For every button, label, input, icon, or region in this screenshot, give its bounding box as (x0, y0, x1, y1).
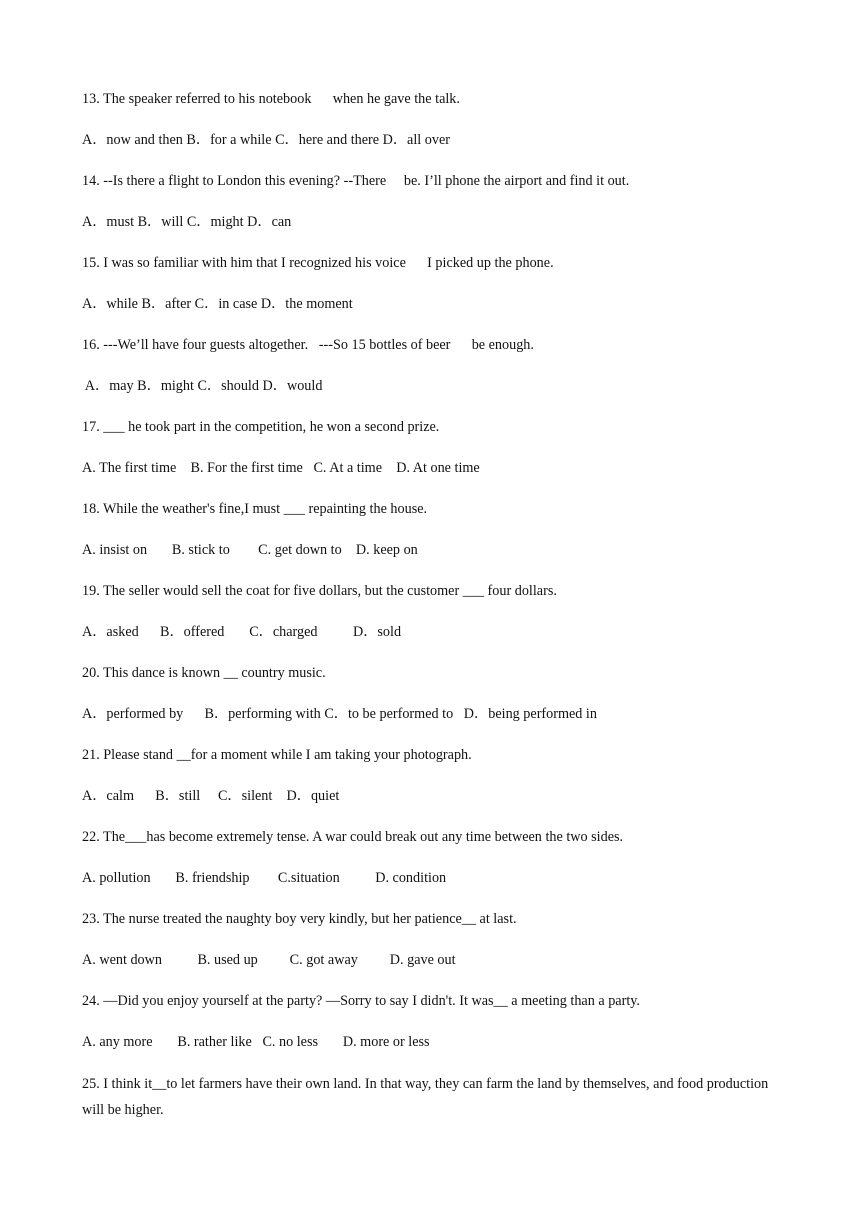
question-20: 20. This dance is known __ country music. (82, 665, 326, 681)
options-21: A．calm B．still C．silent D．quiet (82, 788, 340, 804)
question-19: 19. The seller would sell the coat for five dollars, but the customer ___ four dollars. (82, 583, 557, 599)
question-14: 14. --Is there a flight to London this evening? --There be. I’ll phone the airport and find it out. (82, 173, 630, 189)
question-15: 15. I was so familiar with him that I recognized his voice I picked up the phone. (82, 255, 554, 271)
options-17: A. The first time B. For the first time C. At a time D. At one time (82, 460, 480, 476)
options-19: A．asked B．offered C．charged D．sold (82, 624, 402, 640)
question-23: 23. The nurse treated the naughty boy very kindly, but her patience__ at last. (82, 911, 517, 927)
question-16: 16. ---We’ll have four guests altogether. ---So 15 bottles of beer be enough. (82, 337, 534, 353)
question-13: 13. The speaker referred to his notebook when he gave the talk. (82, 91, 460, 107)
options-14: A．must B．will C．might D．can (82, 214, 292, 230)
question-21: 21. Please stand __for a moment while I am taking your photograph. (82, 747, 472, 763)
options-23: A. went down B. used up C. got away D. gave out (82, 952, 456, 968)
options-13: A．now and then B．for a while C．here and there D．all over (82, 132, 450, 148)
question-24: 24. —Did you enjoy yourself at the party? —Sorry to say I didn't. It was__ a meeting than a party. (82, 993, 640, 1009)
question-22: 22. The___has become extremely tense. A war could break out any time between the two sides. (82, 829, 624, 845)
options-22: A. pollution B. friendship C.situation D. condition (82, 870, 447, 886)
document-page (82, 90, 782, 1145)
options-24: A. any more B. rather like C. no less D. more or less (82, 1034, 430, 1050)
question-18: 18. While the weather's fine,I must ___ repainting the house. (82, 501, 428, 517)
options-20: A．performed by B．performing with C．to be performed to D．being performed in (82, 706, 597, 722)
question-25: 25. I think it__to let farmers have their own land. In that way, they can farm the land by themselves, and food production will be higher. (82, 1076, 769, 1118)
options-16: A．may B．might C．should D．would (82, 378, 323, 394)
question-17: 17. ___ he took part in the competition, he won a second prize. (82, 419, 440, 435)
options-18: A. insist on B. stick to C. get down to D. keep on (82, 542, 418, 558)
options-15: A．while B．after C．in case D．the moment (82, 296, 353, 312)
